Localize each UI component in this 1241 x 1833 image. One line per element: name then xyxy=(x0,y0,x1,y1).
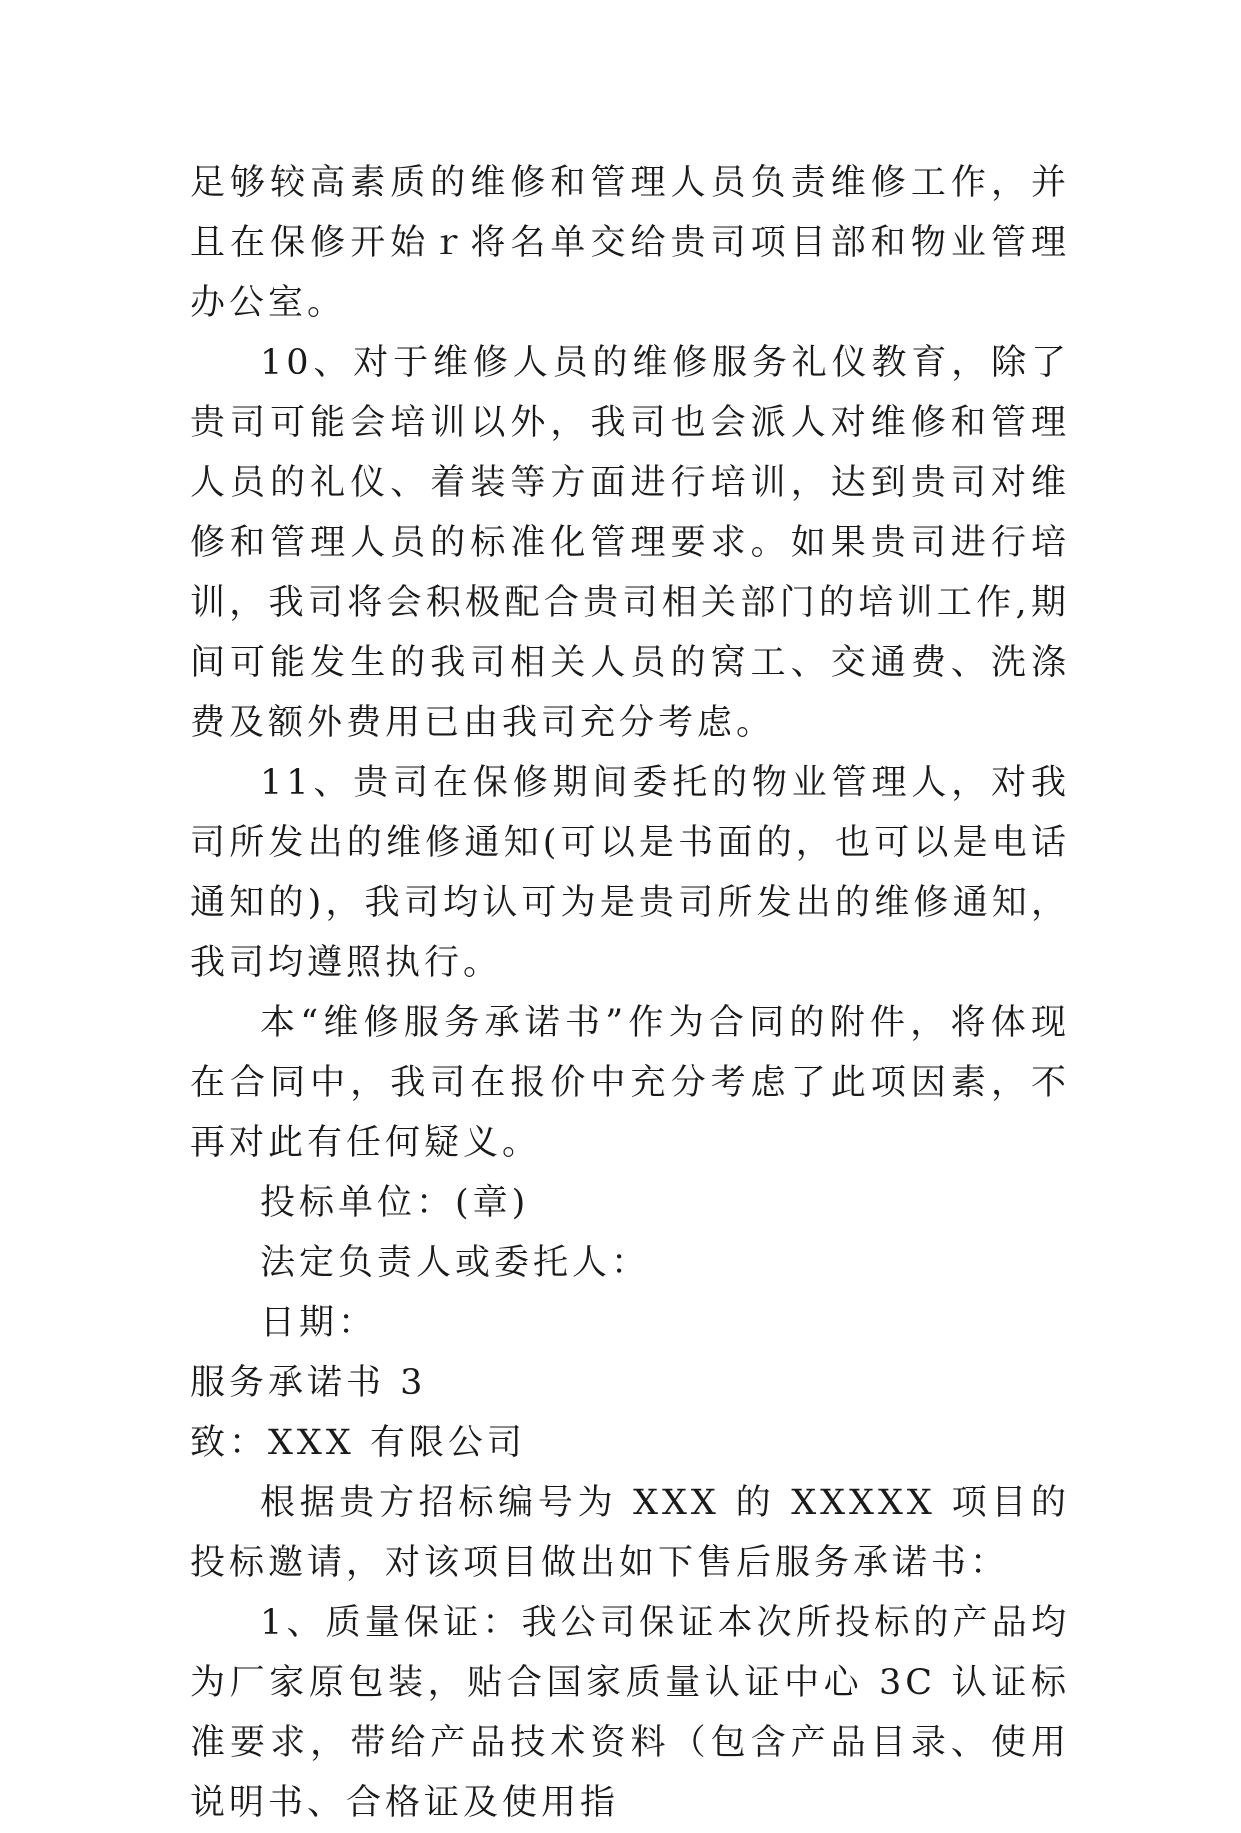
paragraph-item-1: 1、质量保证：我公司保证本次所投标的产品均为厂家原包装，贴合国家质量认证中心 3C 认证标准要求，带给产品技术资料（包含产品目录、使用说明书、合格证及使用指 xyxy=(190,1603,1070,1823)
document-body xyxy=(190,153,1070,1833)
paragraph-item-11: 11、贵司在保修期间委托的物业管理人，对我司所发出的维修通知(可以是书面的，也可以是电话通知的)，我司均认可为是贵司所发出的维修通知，我司均遵照执行。 xyxy=(190,763,1070,983)
paragraph-item-10: 10、对于维修人员的维修服务礼仪教育，除了贵司可能会培训以外，我司也会派人对维修和管理人员的礼仪、着装等方面进行培训，达到贵司对维修和管理人员的标准化管理要求。如果贵司进行培训，我司将会积极配合贵司相关部门的培训工作,期间可能发生的我司相关人员的窝工、交通费、洗涤费及额外费用已由我司充分考虑。 xyxy=(190,343,1070,743)
date-line: 日期： xyxy=(260,1303,378,1343)
section-title: 服务承诺书 3 xyxy=(190,1363,427,1403)
legal-representative-line: 法定负责人或委托人： xyxy=(260,1243,651,1283)
addressee-line: 致：XXX 有限公司 xyxy=(190,1423,526,1463)
paragraph-continuation: 足够较高素质的维修和管理人员负责维修工作，并且在保修开始ｒ将名单交给贵司项目部和物业管理办公室。 xyxy=(190,163,1070,323)
bidder-signature-line: 投标单位：(章) xyxy=(260,1183,530,1223)
paragraph-attachment-note: 本“维修服务承诺书”作为合同的附件，将体现在合同中，我司在报价中充分考虑了此项因素，不再对此有任何疑义。 xyxy=(190,1003,1070,1163)
paragraph-intro: 根据贵方招标编号为 XXX 的 XXXXX 项目的投标邀请，对该项目做出如下售后服务承诺书： xyxy=(190,1483,1070,1583)
